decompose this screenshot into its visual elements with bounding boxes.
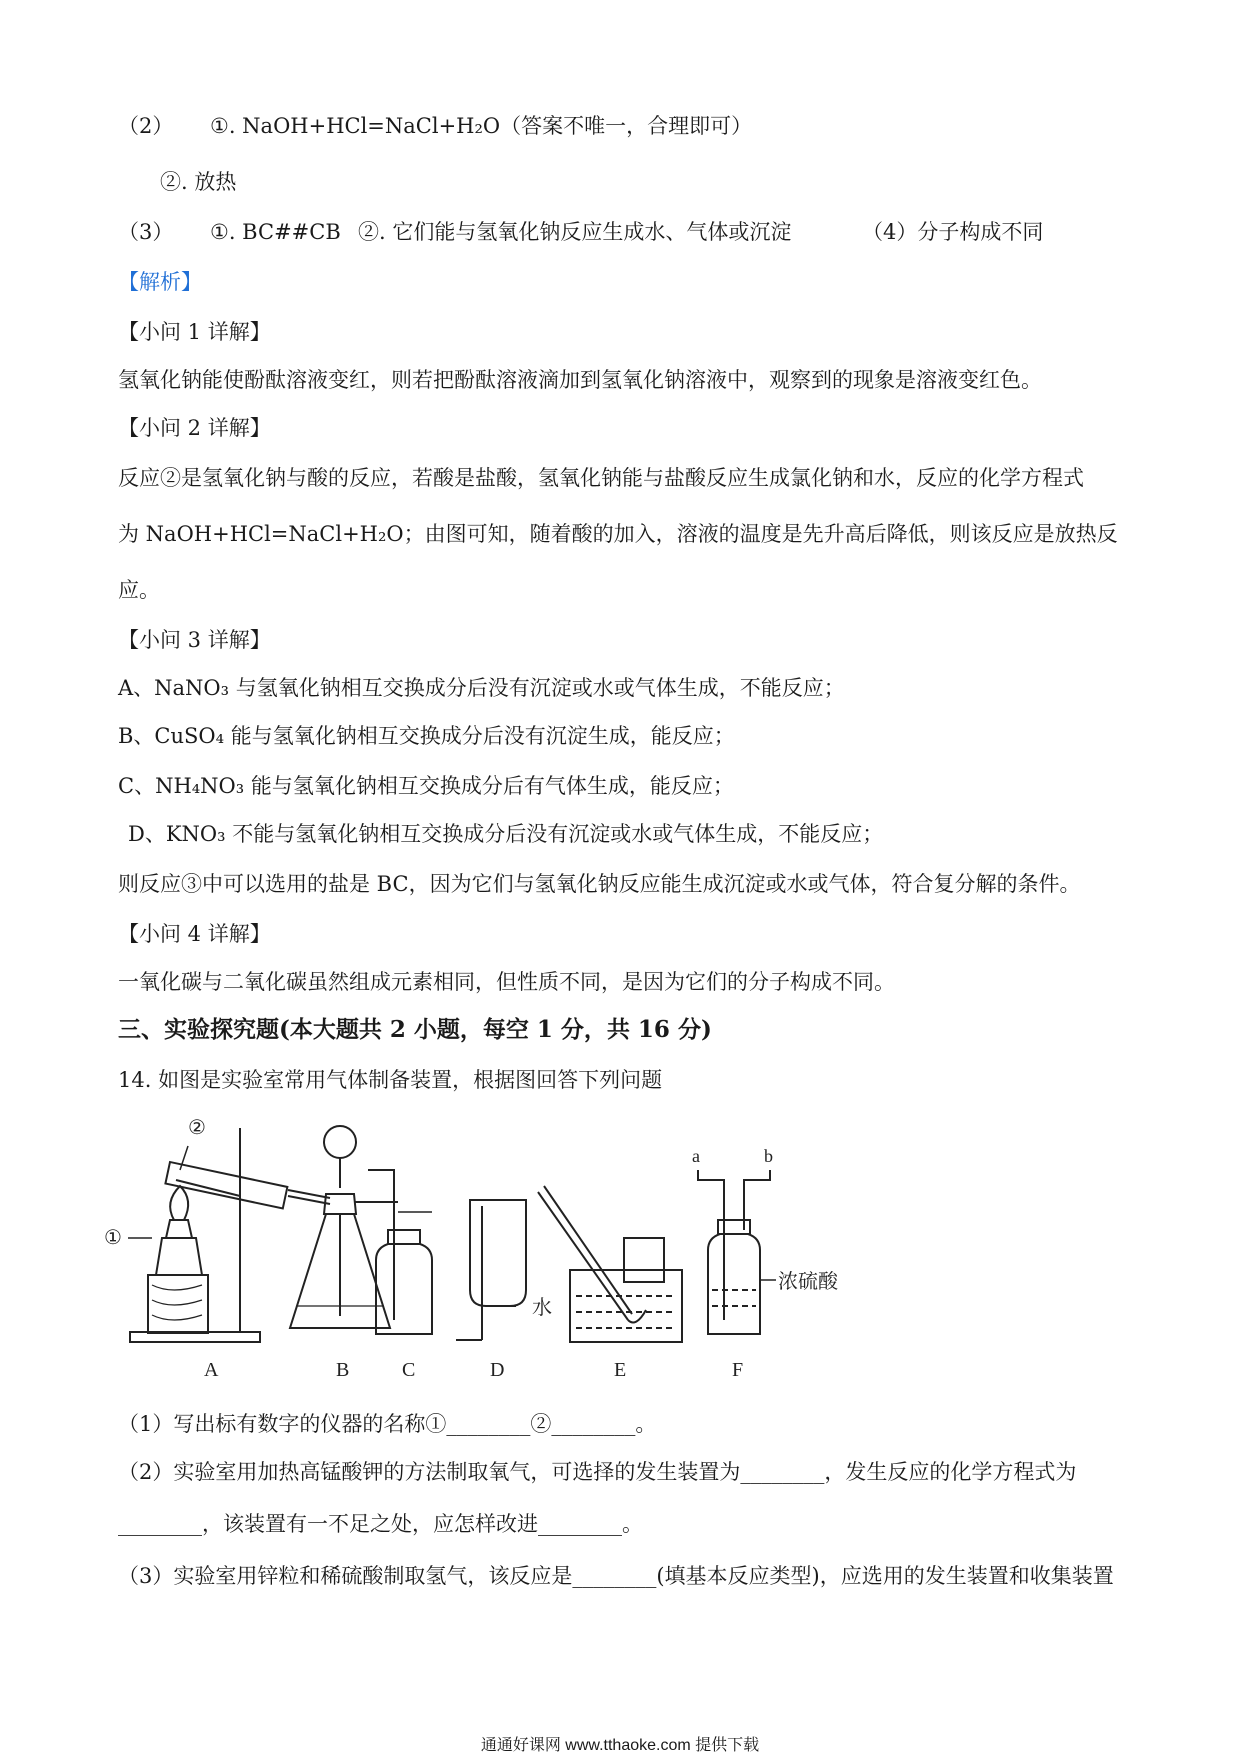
sub-question-3-title: 【小问 3 详解】 [118,628,271,652]
analysis-label: 【解析】 [118,270,202,294]
answer-q3-part1: ①. BC##CB [210,220,341,244]
sub-question-3-option-b: B、CuSO₄ 能与氢氧化钠相互交换成分后没有沉淀生成，能反应； [118,724,735,748]
question-14-part-1: （1）写出标有数字的仪器的名称①________②________。 [118,1412,657,1436]
label-d: D [490,1359,505,1381]
answer-q4: （4）分子构成不同 [862,220,1044,244]
apparatus-a [128,1128,330,1342]
sub-question-4-title: 【小问 4 详解】 [118,922,271,946]
sub-question-4-text: 一氧化碳与二氧化碳虽然组成元素相同，但性质不同，是因为它们的分子构成不同。 [118,970,895,994]
question-14-part-2-line-1: （2）实验室用加热高锰酸钾的方法制取氧气，可选择的发生装置为________，发生反应的化学方程式为 [118,1460,1077,1484]
label-f: F [732,1359,744,1381]
sub-question-3-option-c: C、NH₄NO₃ 能与氢氧化钠相互交换成分后有气体生成，能反应； [118,774,734,798]
answer-q2-part2: ②. 放热 [160,170,237,194]
page-footer: 通通好课网 www.tthaoke.com 提供下载 [480,1737,760,1754]
apparatus-b [290,1126,398,1328]
callout-1: ① [104,1227,122,1249]
label-b: B [336,1359,350,1381]
answer-q3-number: （3） [118,220,174,244]
sub-question-2-line-1: 反应②是氢氧化钠与酸的反应，若酸是盐酸，氢氧化钠能与盐酸反应生成氯化钠和水，反应的化学方程式 [118,466,1084,490]
callout-2: ② [188,1117,206,1139]
sub-question-1-text: 氢氧化钠能使酚酞溶液变红，则若把酚酞溶液滴加到氢氧化钠溶液中，观察到的现象是溶液变红色。 [118,368,1042,392]
label-a: A [204,1359,219,1381]
label-c: C [402,1359,416,1381]
question-14-part-2-line-2: ________，该装置有一不足之处，应怎样改进________。 [118,1512,643,1536]
port-a-label: a [692,1146,700,1166]
apparatus-c [368,1170,432,1334]
sub-question-2-title: 【小问 2 详解】 [118,416,271,440]
answer-q2-number: （2） [118,114,174,138]
sub-question-3-conclusion: 则反应③中可以选用的盐是 BC，因为它们与氢氧化钠反应能生成沉淀或水或气体，符合复分解的条件。 [118,872,1081,896]
apparatus-e [538,1186,682,1342]
apparatus-f [698,1170,776,1334]
apparatus-d [456,1200,526,1340]
answer-q3-part2: ②. 它们能与氢氧化钠反应生成水、气体或沉淀 [358,220,792,244]
sub-question-2-line-3: 应。 [118,578,160,602]
question-14-stem: 14. 如图是实验室常用气体制备装置，根据图回答下列问题 [118,1068,663,1092]
port-b-label: b [764,1146,773,1166]
sub-question-3-option-d: D、KNO₃ 不能与氢氧化钠相互交换成分后没有沉淀或水或气体生成，不能反应； [128,822,884,846]
label-e: E [614,1359,627,1381]
section-heading: 三、实验探究题(本大题共 2 小题，每空 1 分，共 16 分) [118,1016,712,1043]
sub-question-1-title: 【小问 1 详解】 [118,320,271,344]
water-label: 水 [532,1297,552,1319]
question-14-part-3-line-1: （3）实验室用锌粒和稀硫酸制取氢气，该反应是________(填基本反应类型)，应选用的发生装置和收集装置 [118,1564,1114,1588]
acid-label: 浓硫酸 [778,1271,838,1293]
answer-q2-part1: ①. NaOH+HCl=NaCl+H₂O（答案不唯一，合理即可） [210,114,753,138]
sub-question-2-line-2: 为 NaOH+HCl=NaCl+H₂O；由图可知，随着酸的加入，溶液的温度是先升高后降低，则该反应是放热反 [118,522,1118,546]
sub-question-3-option-a: A、NaNO₃ 与氢氧化钠相互交换成分后没有沉淀或水或气体生成，不能反应； [118,676,845,700]
apparatus-figure [104,1110,960,1390]
